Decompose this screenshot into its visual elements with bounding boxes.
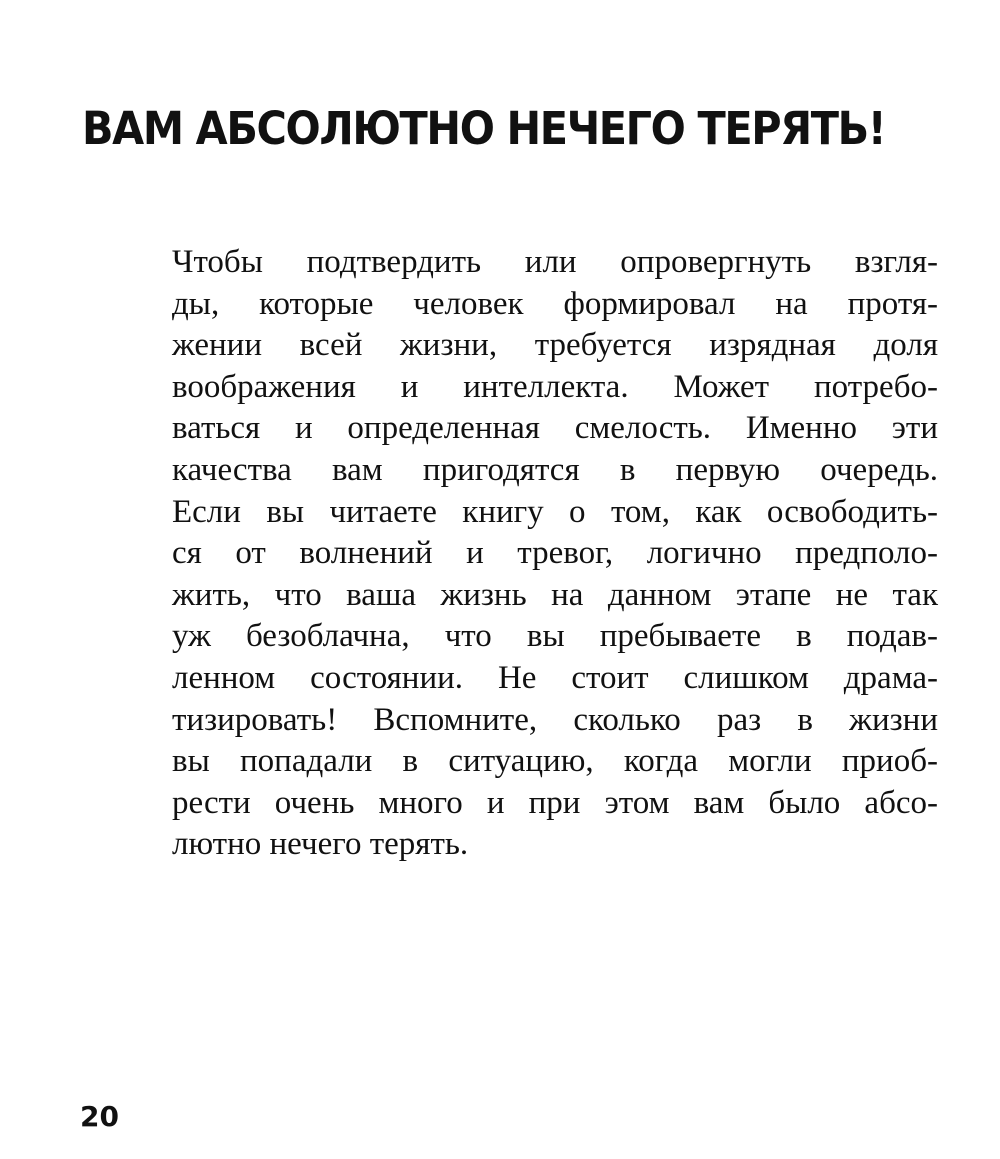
paragraph-line: рести очень много и при этом вам было абсо- bbox=[172, 784, 938, 821]
page-heading: ВАМ АБСОЛЮТНО НЕЧЕГО ТЕРЯТЬ! bbox=[82, 102, 886, 155]
paragraph-line: качества вам пригодятся в первую очередь. bbox=[172, 451, 938, 488]
paragraph-line: жении всей жизни, требуется изрядная доля bbox=[172, 327, 938, 364]
paragraph-line: лютно нечего терять. bbox=[172, 826, 469, 863]
paragraph-line: Чтобы подтвердить или опровергнуть взгля- bbox=[172, 244, 938, 280]
paragraph-line: вы попадали в ситуацию, когда могли приоб- bbox=[172, 743, 938, 780]
paragraph-line: ваться и определенная смелость. Именно эти bbox=[172, 410, 938, 447]
paragraph-line: уж безоблачна, что вы пребываете в подав- bbox=[172, 618, 938, 655]
paragraph-line: воображения и интеллекта. Может потребо- bbox=[172, 368, 938, 405]
paragraph-line: жить, что ваша жизнь на данном этапе не так bbox=[172, 576, 938, 613]
page-number: 20 bbox=[80, 1100, 119, 1133]
body-paragraph bbox=[172, 242, 938, 866]
paragraph-line: ся от волнений и тревог, логично предполо- bbox=[172, 535, 938, 572]
paragraph-line: тизировать! Вспомните, сколько раз в жизни bbox=[172, 701, 938, 738]
paragraph-line: Если вы читаете книгу о том, как освободить- bbox=[172, 493, 938, 530]
paragraph-line: ды, которые человек формировал на протя- bbox=[172, 285, 938, 322]
paragraph-line: ленном состоянии. Не стоит слишком драма- bbox=[172, 659, 938, 696]
